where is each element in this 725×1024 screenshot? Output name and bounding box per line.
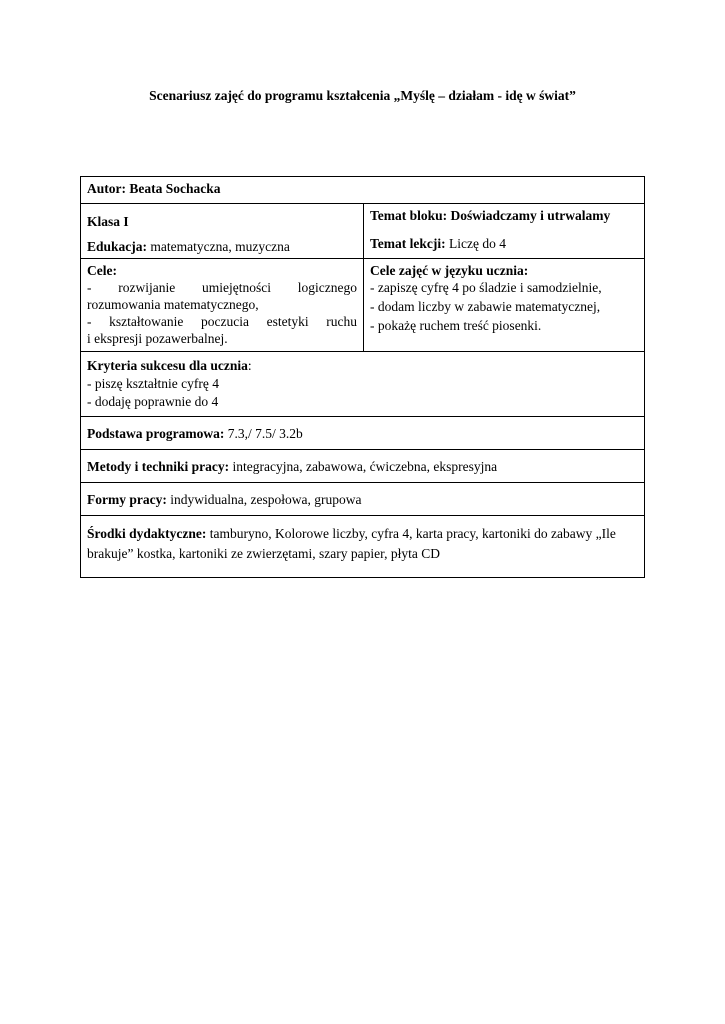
forms-label: Formy pracy: bbox=[87, 491, 167, 507]
document-title: Scenariusz zajęć do programu kształcenia „Myślę – działam - idę w świat” bbox=[149, 88, 576, 103]
goal-line: - kształtowanie poczucia estetyki ruchu bbox=[87, 314, 357, 329]
author-row bbox=[81, 177, 645, 204]
goal-line: - rozwijanie umiejętności logicznego bbox=[87, 280, 357, 295]
lesson-topic-label: Temat lekcji: bbox=[370, 236, 446, 251]
class-cell bbox=[81, 204, 364, 259]
education-value: matematyczna, muzyczna bbox=[147, 239, 290, 254]
class-row bbox=[81, 204, 645, 259]
lesson-topic-line bbox=[370, 235, 638, 252]
forms-value: indywidualna, zespołowa, grupowa bbox=[166, 491, 362, 507]
goals-cell bbox=[81, 259, 364, 352]
criteria-heading bbox=[87, 357, 638, 374]
author-label: Autor: Beata Sochacka bbox=[87, 181, 221, 196]
education-label: Edukacja: bbox=[87, 239, 148, 254]
criteria-colon: : bbox=[247, 358, 252, 373]
teaching-aids-row bbox=[81, 516, 645, 578]
student-goals-label: Cele zajęć w języku ucznia: bbox=[370, 263, 529, 278]
curriculum-row bbox=[81, 417, 645, 450]
teaching-aids-cell bbox=[81, 516, 645, 578]
criteria-item: - dodaję poprawnie do 4 bbox=[87, 394, 219, 409]
goal-line: i ekspresji pozawerbalnej. bbox=[87, 331, 228, 346]
author-cell bbox=[81, 177, 645, 204]
curriculum-value: 7.3,/ 7.5/ 3.2b bbox=[224, 425, 303, 441]
methods-label: Metody i techniki pracy: bbox=[87, 458, 230, 474]
teaching-aids-label: Środki dydaktyczne: bbox=[87, 526, 207, 541]
criteria-row bbox=[81, 352, 645, 417]
teaching-aids-value: tamburyno, Kolorowe liczby, cyfra 4, karta pracy, kartoniki do zabawy „Ile brakuje” kostka, kartoniki ze zwierzętami, szary papier, płyta CD bbox=[87, 526, 616, 561]
forms-cell bbox=[81, 483, 645, 516]
student-goals-cell bbox=[364, 259, 645, 352]
goals-row bbox=[81, 259, 645, 352]
block-topic: Temat bloku: Doświadczamy i utrwalamy bbox=[370, 208, 611, 223]
class-label: Klasa I bbox=[87, 214, 129, 229]
student-goal-item: - dodam liczby w zabawie matematycznej, bbox=[370, 299, 601, 314]
topic-cell bbox=[364, 204, 645, 259]
criteria-label: Kryteria sukcesu dla ucznia bbox=[87, 358, 248, 373]
methods-row bbox=[81, 450, 645, 483]
lesson-topic-value: Liczę do 4 bbox=[445, 236, 506, 251]
forms-row bbox=[81, 483, 645, 516]
lesson-plan-table bbox=[80, 176, 645, 578]
goals-label: Cele: bbox=[87, 263, 117, 278]
student-goal-item: - pokażę ruchem treść piosenki. bbox=[370, 318, 542, 333]
methods-cell bbox=[81, 450, 645, 483]
criteria-cell bbox=[81, 352, 645, 417]
criteria-item: - piszę kształtnie cyfrę 4 bbox=[87, 376, 219, 391]
curriculum-label: Podstawa programowa: bbox=[87, 425, 225, 441]
methods-value: integracyjna, zabawowa, ćwiczebna, ekspresyjna bbox=[229, 458, 498, 474]
education-line bbox=[87, 238, 357, 255]
goal-line: rozumowania matematycznego, bbox=[87, 297, 259, 312]
curriculum-cell bbox=[81, 417, 645, 450]
student-goal-item: - zapiszę cyfrę 4 po śladzie i samodzielnie, bbox=[370, 280, 602, 295]
